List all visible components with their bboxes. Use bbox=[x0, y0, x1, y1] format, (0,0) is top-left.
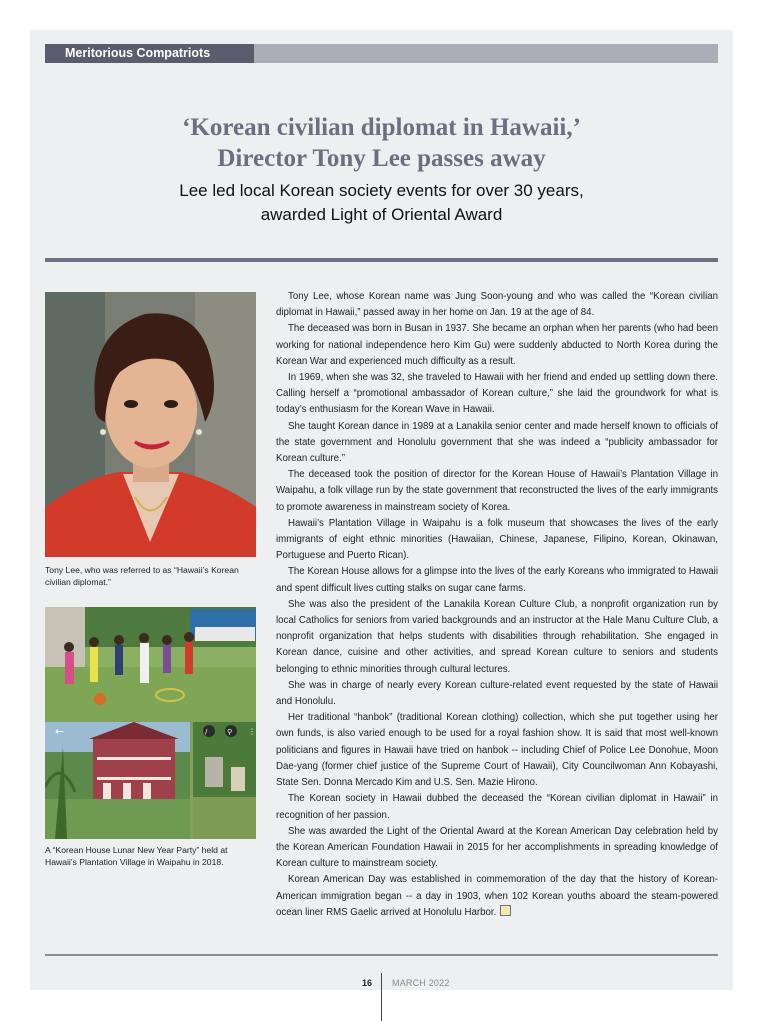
paragraph: The Korean society in Hawaii dubbed the deceased the “Korean civilian diplomat in Hawaii” in recognition of her passion. bbox=[276, 793, 718, 821]
portrait-photo bbox=[45, 292, 256, 557]
article-body bbox=[276, 289, 718, 921]
paragraph: She taught Korean dance in 1989 at a Lanakila senior center and made herself known to officials of the state government and Honolulu government that she was indeed a “publicity ambassador for Korean culture.” bbox=[276, 420, 718, 465]
party-collage-illustration bbox=[45, 607, 256, 839]
page-number: 16 bbox=[361, 978, 372, 988]
headline-line-1: ‘Korean civilian diplomat in Hawaii,’ bbox=[182, 114, 581, 141]
paragraph: The deceased took the position of director for the Korean House of Hawaii’s Plantation Village in Waipahu, a folk village run by the state government that reconstructed the lives of the early immigrants to promote awareness in mainstream society of Korea. bbox=[276, 469, 718, 513]
paragraph-last bbox=[276, 872, 718, 921]
paragraph: She was awarded the Light of the Oriental Award at the Korean American Day celebration held by the Korean American Foundation Hawaii in 2015 for her accomplishments in spreading knowledge of Korean culture to mainstream society. bbox=[276, 825, 718, 870]
party-photo-collage bbox=[45, 607, 256, 839]
svg-text:←: ← bbox=[55, 725, 65, 738]
paragraph: The Korean House allows for a glimpse into the lives of the early Koreans who immigrated to Hawaii and spent difficult lives cutting stalks on sugar cane farms. bbox=[276, 566, 718, 594]
portrait-caption: Tony Lee, who was referred to as “Hawaii’s Korean civilian diplomat.” bbox=[45, 565, 239, 587]
paragraph: The deceased was born in Busan in 1937. She became an orphan when her parents (who had been working for national independence hero Kim Gu) were suddenly abducted to North Korea during the Korean War and experienced much difficulty as a result. bbox=[276, 323, 718, 367]
issue-date: MARCH 2022 bbox=[392, 978, 450, 988]
headline bbox=[60, 112, 703, 174]
subheadline-line-2: awarded Light of Oriental Award bbox=[260, 205, 503, 224]
end-mark-icon bbox=[500, 905, 511, 916]
divider-top bbox=[45, 258, 718, 262]
paragraph: She was also the president of the Lanakila Korean Culture Club, a nonprofit organization run by local Catholics for seniors from varied backgrounds and an instructor at the Hale Manu Culture Club, a nonprofit organization that helps students with disabilities through rehabilitation. She engaged in Korean dance, cuisine and other activities, and spread Korean culture to seniors and students belonging to ethnic minorities through cultural lectures. bbox=[276, 598, 718, 675]
footer-divider bbox=[381, 973, 382, 1021]
page-footer bbox=[30, 975, 733, 995]
divider-bottom bbox=[45, 954, 718, 956]
svg-text:⋮: ⋮ bbox=[248, 727, 256, 736]
paragraph: Tony Lee, whose Korean name was Jung Soon-young and who was called the “Korean civilian diplomat in Hawaii,” passed away in her home on Jan. 19 at the age of 84. bbox=[276, 291, 718, 319]
paragraph: In 1969, when she was 32, she traveled to Hawaii with her friend and ended up settling down there. Calling herself a “promotional ambassador of Korean culture,” she laid the groundwork for what is today’s enthusiasm for the Korean Wave in Hawaii. bbox=[276, 372, 718, 416]
paragraph-last-text: Korean American Day was established in commemoration of the day that the history of Korean-American immigration began -- a day in 1903, when 102 Korean youths aboard the steam-powered ocean liner RMS Gaelic arrived at Honolulu Harbor. bbox=[276, 874, 718, 918]
section-label: Meritorious Compatriots bbox=[45, 44, 254, 63]
svg-text:⚲: ⚲ bbox=[227, 728, 233, 736]
subheadline-line-1: Lee led local Korean society events for over 30 years, bbox=[179, 181, 584, 200]
magazine-page bbox=[30, 30, 733, 990]
subheadline bbox=[60, 179, 703, 227]
party-caption: A “Korean House Lunar New Year Party” held at Hawaii’s Plantation Village in Waipahu in 2018. bbox=[45, 845, 228, 867]
paragraph: Hawaii’s Plantation Village in Waipahu is a folk museum that showcases the lives of the early immigrants of eight ethnic minorities (Hawaiian, Chinese, Japanese, Filipino, Korean, Okinawan, Portuguese and Puerto Rican). bbox=[276, 517, 718, 562]
portrait-illustration bbox=[45, 292, 256, 557]
svg-text:/: / bbox=[205, 728, 208, 736]
headline-line-2: Director Tony Lee passes away bbox=[217, 145, 546, 172]
paragraph: She was in charge of nearly every Korean culture-related event requested by the state of Hawaii and Honolulu. bbox=[276, 679, 718, 708]
paragraph: Her traditional “hanbok” (traditional Korean clothing) collection, which she put together using her own funds, is also varied enough to be used for a royal fashion show. It is said that most well-known politicians and figures in Hawaii have tried on hanbok -- including Chief of Police Lee Donohue, Moon Dae-yang (former chief justice of the Supreme Court of Hawaii), City Councilwoman Ann Kobayashi, State Sen. Donna Mercado Kim and U.S. Sen. Mazie Hirono. bbox=[276, 712, 718, 789]
section-header-bar bbox=[45, 44, 718, 63]
